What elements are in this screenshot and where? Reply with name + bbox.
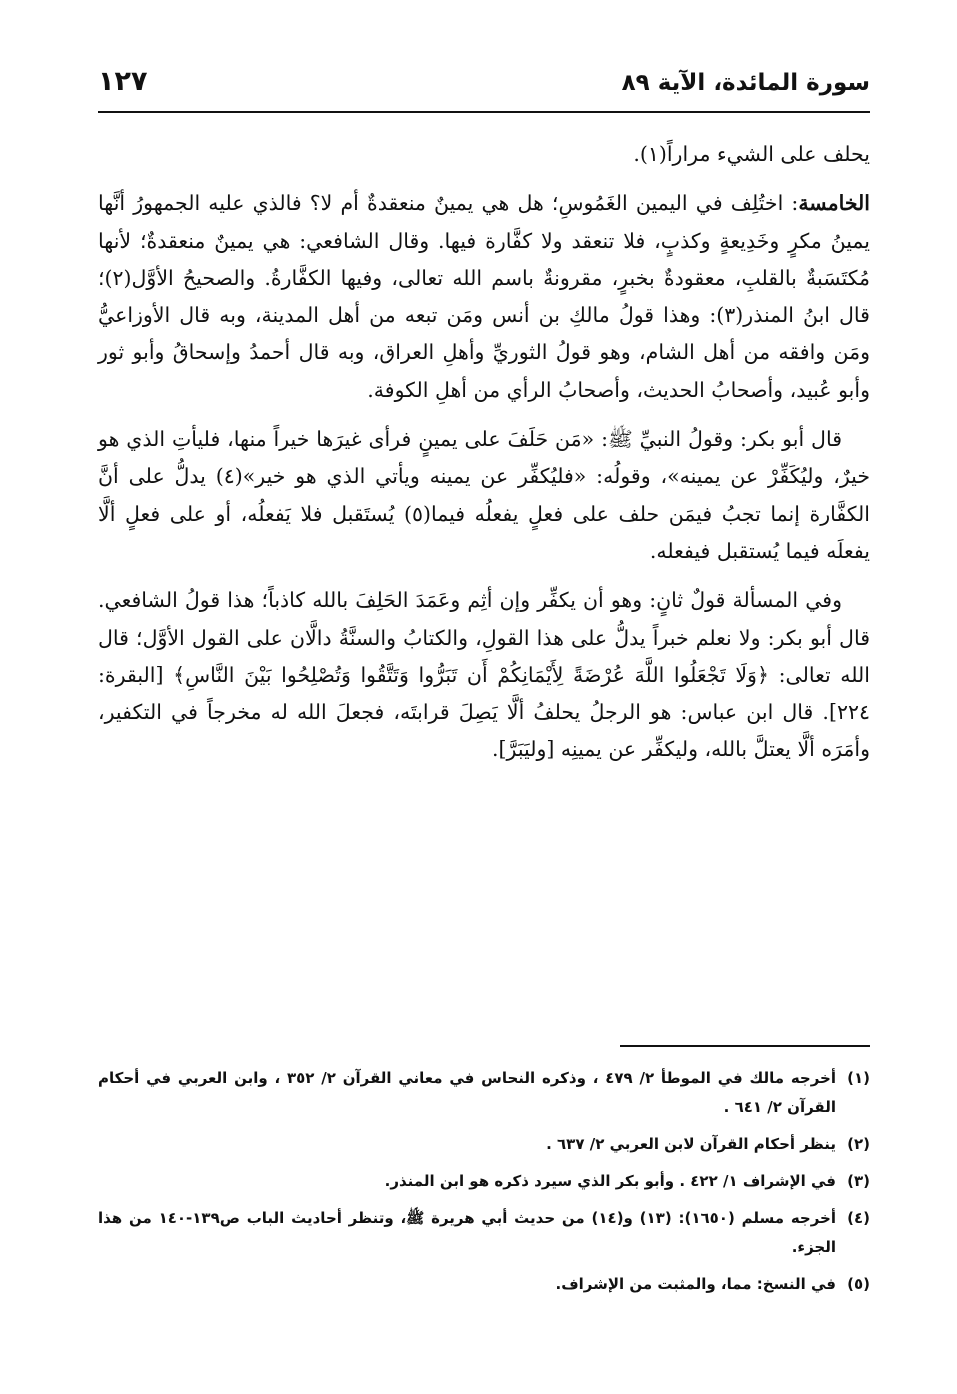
footnote-text: في الإشراف ١/ ٤٢٢ . وأبو بكر الذي سيرد ذكره هو ابن المنذر. [384,1172,836,1190]
footnote-number: (٥) [847,1275,870,1293]
paragraph-text: وفي المسألة قولٌ ثانٍ: وهو أن يكفِّر وإن أثِم وعَمَدَ الحَلِفَ بالله كاذباً؛ هذا قولُ الشافعي. قال أبو بكر: ولا نعلم خبراً يدلُّ على هذا القولِ، والكتابُ والسنَّةُ دالَّان على القول الأوَّل؛ قال الله تعالى: [98,588,870,687]
paragraph-hadith: قال أبو بكر: وقولُ النبيِّ ﷺ: «مَن حَلَفَ على يمينٍ فرأى غيرَها خيراً منها، فليأتِ الذي هو خيرٌ، وليُكَفِّرْ عن يمينه»، وقولُه: «فليُكفِّر عن يمينه ويأتي الذي هو خير»(٤) يدلُّ على أنَّ الكفَّارة إنما تجبُ فيمَن حلف على فعلٍ يفعلُه فيما(٥) يُستَقبل فلا يَفعلُه، أو على فعلٍ ألَّا يفعلَه فيما يُستقبل فيفعله. [98,427,870,563]
footnote [98,1270,870,1299]
quran-verse: ﴿وَلَا تَجْعَلُوا اللَّهَ عُرْضَةً لِأَيْمَانِكُمْ أَن تَبَرُّوا وَتَتَّقُوا وَتُصْلِحُوا بَيْنَ النَّاسِ﴾ [173,662,769,687]
footnote-number: (٢) [847,1135,870,1153]
footnotes [98,1064,870,1307]
footnote-text: أخرجه مالك في الموطأ ٢/ ٤٧٩ ، وذكره النحاس في معاني القرآن ٢/ ٣٥٢ ، وابن العربي في أحكام القرآن ٢/ ٦٤١ . [98,1069,837,1116]
footnote-number: (١) [847,1069,871,1087]
footnote-number: (٤) [847,1209,871,1227]
main-text [98,136,870,781]
paragraph-second-opinion [98,582,870,768]
footnote [98,1167,870,1196]
footnote [98,1064,870,1122]
paragraph-text: [البقرة: ٢٢٤]. قال ابن عباس: هو الرجلُ يحلفُ ألَّا يَصِلَ قرابتَه، فجعلَ الله له مخرجاً في التكفير، وأمَرَه ألَّا يعتلَّ بالله، وليكفِّر عن يمينِه [وليَبَرَّ]. [98,662,870,762]
footnote-number: (٣) [847,1172,870,1190]
footnote-rule [620,1045,870,1047]
paragraph-text: : اختُلِف في اليمين الغَمُوسِ؛ هل هي يمينٌ منعقدةٌ أم لا؟ فالذي عليه الجمهورُ أنَّها يمينُ مكرٍ وخَدِيعةٍ وكذبٍ، فلا تنعقد ولا كفَّارة فيها. وقال الشافعي: هي يمينٌ منعقدةٌ؛ لأنها مُكتَسَبةٌ بالقلبِ، معقودةٌ بخبرٍ، مقرونةٌ باسم الله تعالى، وفيها الكفَّارةُ. والصحيحُ الأوَّل(٢)؛ قال ابنُ المنذر(٣): وهذا قولُ مالكِ بن أنس ومَن تبعه من أهل المدينة، وبه قال الأوزاعيُّ ومَن وافقه من أهل الشام، وهو قولُ الثوريِّ وأهلِ العراق، وبه قال أحمدُ وإسحاقُ وأبو ثور وأبو عُبيد، وأصحابُ الحديث، وأصحابُ الرأي من أهلِ الكوفة. [98,191,870,402]
footnote-text: في النسخ: مما، والمثبت من الإشراف. [555,1275,836,1293]
footnote-text: أخرجه مسلم (١٦٥٠): (١٣) و(١٤) من حديث أبي هريرة ﷺ، وتنظر أحاديث الباب ص١٣٩-١٤٠ من هذا الجزء. [98,1209,837,1256]
issue-heading: الخامسة [798,191,870,216]
footnote [98,1204,870,1262]
paragraph-fifth-issue [98,185,870,409]
page-number: ١٢٧ [98,66,148,97]
page-header [98,62,870,110]
running-title: سورة المائدة، الآية ٨٩ [621,70,870,96]
footnote [98,1130,870,1159]
paragraph-continuation: يحلف على الشيء مراراً(١). [633,142,870,166]
footnote-text: ينظر أحكام القرآن لابن العربي ٢/ ٦٣٧ . [546,1135,836,1153]
header-rule [98,111,870,113]
